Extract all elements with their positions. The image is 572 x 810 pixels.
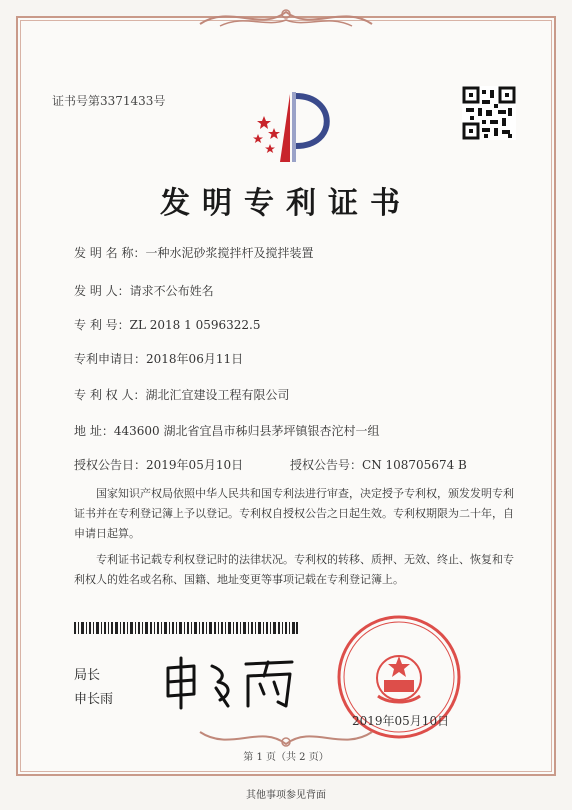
invention-name-field bbox=[74, 244, 313, 261]
page-number: 第 1 页（共 2 页） bbox=[243, 752, 329, 763]
body-paragraph-2: 专利证书记载专利权登记时的法律状况。专利权的转移、质押、无效、终止、恢复和专利权人的姓名或名称、国籍、地址变更等事项记载在专利登记簿上。 bbox=[74, 553, 514, 586]
grant-no-label: 授权公告号： bbox=[290, 458, 363, 472]
address-field bbox=[74, 422, 379, 439]
footer-note: 其他事项参见背面 bbox=[246, 790, 326, 801]
qr-code-icon bbox=[462, 86, 516, 140]
handwritten-signature-icon bbox=[160, 654, 310, 712]
patentee-field bbox=[74, 386, 289, 403]
address-label: 地 址： bbox=[74, 424, 114, 438]
seal-date: 2019年05月10日 bbox=[352, 714, 450, 728]
director-title: 局长 bbox=[74, 668, 101, 683]
patentee-value: 湖北汇宜建设工程有限公司 bbox=[145, 388, 290, 402]
invention-name-label: 发 明 名 称： bbox=[74, 246, 146, 260]
patentee-label: 专 利 权 人： bbox=[74, 388, 146, 402]
grant-date-field bbox=[74, 456, 243, 473]
filing-date-value: 2018年06月11日 bbox=[146, 352, 244, 366]
inventor-field bbox=[74, 282, 214, 299]
grant-no-field bbox=[290, 456, 467, 473]
grant-date-label: 授权公告日： bbox=[74, 458, 147, 472]
patent-no-value: ZL 2018 1 0596322.5 bbox=[129, 318, 261, 332]
top-ornament-icon bbox=[190, 2, 382, 36]
invention-name-value: 一种水泥砂浆搅拌杆及搅拌装置 bbox=[145, 246, 314, 260]
address-value: 443600 湖北省宜昌市秭归县茅坪镇银杏沱村一组 bbox=[113, 424, 380, 438]
patent-no-field bbox=[74, 316, 260, 333]
filing-date-field bbox=[74, 350, 243, 367]
filing-date-label: 专利申请日： bbox=[74, 352, 147, 366]
grant-date-value: 2019年05月10日 bbox=[146, 458, 244, 472]
inventor-label: 发 明 人： bbox=[74, 284, 130, 298]
certificate-number: 证书号第3371433号 bbox=[52, 94, 166, 108]
inventor-value: 请求不公布姓名 bbox=[129, 284, 214, 298]
barcode-icon bbox=[74, 622, 298, 634]
patent-no-label: 专 利 号： bbox=[74, 318, 130, 332]
body-paragraph-1: 国家知识产权局依照中华人民共和国专利法进行审查，决定授予专利权，颁发发明专利证书并在专利登记簿上予以登记。专利权自授权公告之日起生效。专利权期限为二十年，自申请日起算。 bbox=[74, 487, 514, 540]
grant-no-value: CN 108705674 B bbox=[362, 458, 467, 472]
cnipa-logo-icon bbox=[250, 88, 340, 166]
certificate-title: 发明专利证书 bbox=[160, 186, 412, 221]
director-name: 申长雨 bbox=[74, 692, 114, 707]
